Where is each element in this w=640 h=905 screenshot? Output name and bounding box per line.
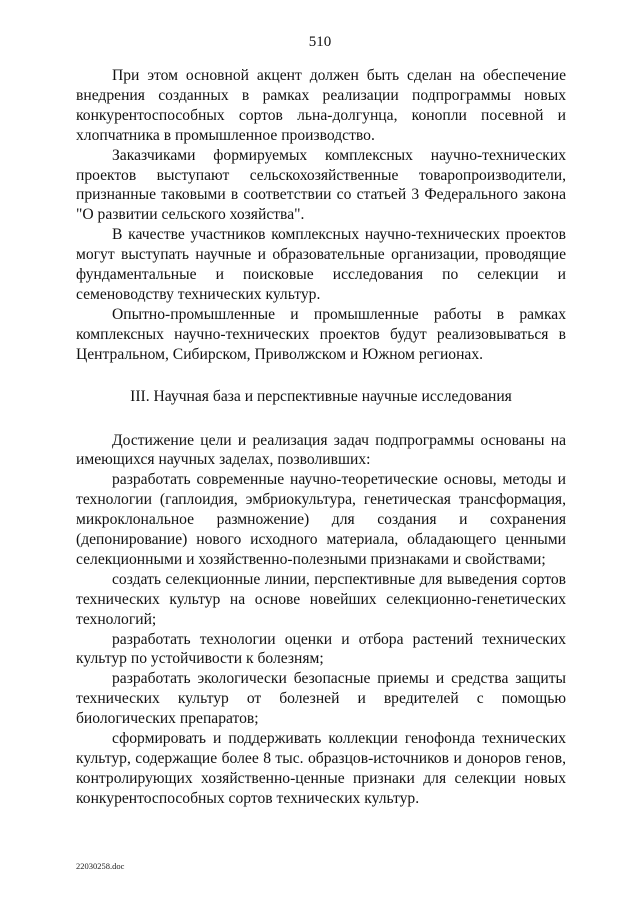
list-item: разработать современные научно-теоретические основы, методы и технологии (гаплоидия, эмбриокультура, генетическая трансформация, микроклональное размножение) для создания и сохранения (депонирование) нового исходного материала, обладающего ценными селекционными и хозяйственно-полезными признаками и свойствами;: [76, 471, 566, 568]
paragraph-participants: В качестве участников комплексных научно-технических проектов могут выступать научные и образовательные организации, проводящие фундаментальные и поисковые исследования по селекции и семеноводству технических культур.: [76, 226, 566, 303]
list-item: разработать экологически безопасные приемы и средства защиты технических культур от болезней и вредителей с помощью биологических препаратов;: [76, 670, 566, 728]
list-item: сформировать и поддерживать коллекции генофонда технических культур, содержащие более 8 тыс. образцов-источников и доноров генов, контролирующих хозяйственно-ценные признаки для селекции новых конкурентоспособных сортов технических культур.: [76, 730, 566, 807]
paragraph-customers: Заказчиками формируемых комплексных научно-технических проектов выступают сельскохозяйственные товаропроизводители, признанные таковыми в соответствии со статьей 3 Федерального закона "О развитии сельского хозяйства".: [76, 146, 566, 224]
page-number: 510: [308, 34, 332, 50]
paragraph-focus: При этом основной акцент должен быть сделан на обеспечение внедрения созданных в рамках реализации подпрограммы новых конкурентоспособных сортов льна-долгунца, конопли посевной и хлопчатника в промышленное производство.: [76, 67, 566, 144]
list-item: создать селекционные линии, перспективные для выведения сортов технических культур на основе новейших селекционно-генетических технологий;: [76, 570, 566, 628]
section-heading: III. Научная база и перспективные научные исследования: [130, 387, 512, 405]
document-body: [76, 66, 566, 809]
paragraph-regions: Опытно-промышленные и промышленные работы в рамках комплексных научно-технических проектов будут реализовываться в Центральном, Сибирском, Приволжском и Южном регионах.: [76, 305, 566, 363]
paragraph-intro: Достижение цели и реализация задач подпрограммы основаны на имеющихся научных заделах, позволивших:: [76, 431, 566, 469]
footer-filename: 22030258.doc: [76, 861, 125, 871]
list-item: разработать технологии оценки и отбора растений технических культур по устойчивости к болезням;: [76, 630, 566, 668]
